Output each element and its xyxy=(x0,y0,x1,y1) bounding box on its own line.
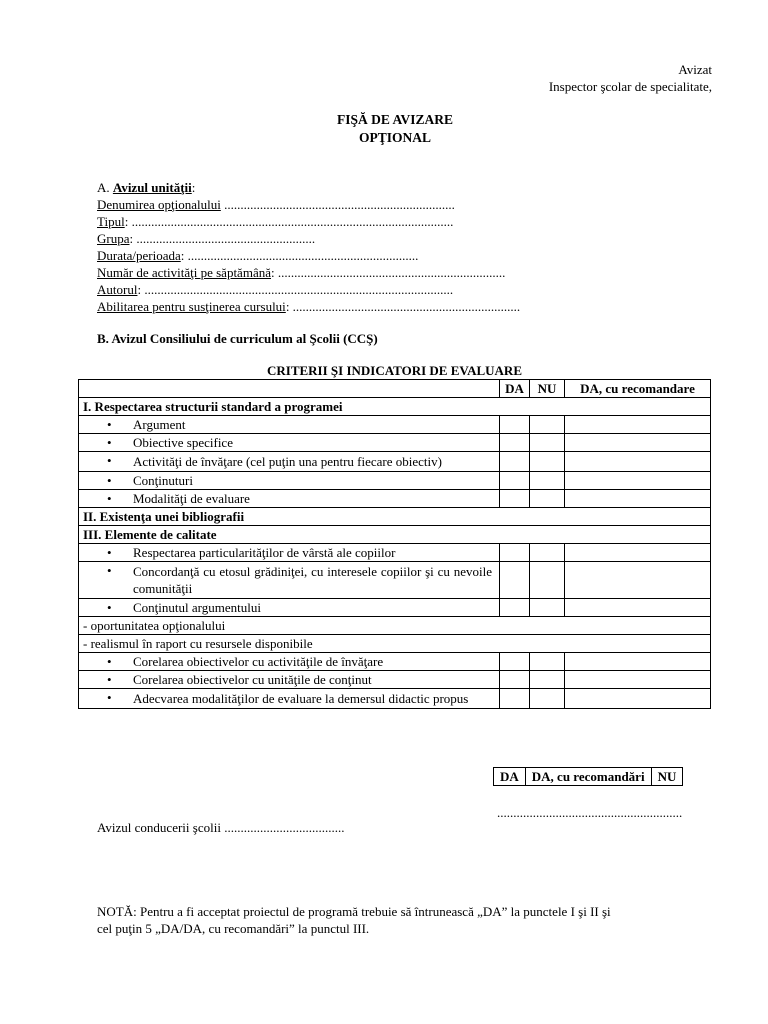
field-dots: : ................................................................................................... xyxy=(124,214,454,229)
cell-nu[interactable] xyxy=(530,472,565,490)
cell-nu[interactable] xyxy=(530,452,565,472)
note xyxy=(97,903,713,937)
title-line-1: FIŞĂ DE AVIZARE xyxy=(336,112,454,127)
note-line-2: cel puţin 5 „DA/DA, cu recomandări” la punctul III. xyxy=(97,921,370,936)
table-row xyxy=(79,490,711,508)
cell-da[interactable] xyxy=(500,490,530,508)
field-label: Autorul xyxy=(97,282,138,297)
bullet-icon: • xyxy=(107,491,112,506)
school-approval[interactable] xyxy=(97,819,344,836)
table-row xyxy=(79,653,711,671)
decision-da[interactable]: DA xyxy=(494,768,526,786)
bullet-icon: • xyxy=(107,690,112,705)
inspector-label: Inspector şcolar de specialitate, xyxy=(548,79,712,94)
cell-nu[interactable] xyxy=(530,671,565,689)
table-row xyxy=(79,452,711,472)
field-dots: : ...................................................................... xyxy=(270,265,506,280)
cell-da-recommend[interactable] xyxy=(565,544,711,562)
note-line-1: NOTĂ: Pentru a fi acceptat proiectul de programă trebuie să întrunească „DA” la punctele I şi II şi xyxy=(97,904,611,919)
cell-nu[interactable] xyxy=(530,434,565,452)
cell-nu[interactable] xyxy=(530,562,565,599)
cell-da[interactable] xyxy=(500,671,530,689)
decision-row xyxy=(494,768,683,786)
cell-da[interactable] xyxy=(500,472,530,490)
section-a-title: Avizul unităţii xyxy=(112,180,192,195)
cell-da[interactable] xyxy=(500,544,530,562)
approval-header xyxy=(549,61,712,95)
section-row xyxy=(79,508,711,526)
cell-da-recommend[interactable] xyxy=(565,452,711,472)
decision-nu[interactable]: NU xyxy=(651,768,683,786)
cell-da[interactable] xyxy=(500,452,530,472)
table-header-row xyxy=(79,380,711,398)
criterion-label: Activităţi de învăţare (cel puţin una pentru fiecare obiectiv) xyxy=(133,454,442,469)
field-label: Tipul xyxy=(97,214,125,229)
bullet-icon: • xyxy=(107,435,112,450)
cell-da[interactable] xyxy=(500,434,530,452)
bullet-icon: • xyxy=(107,654,112,669)
cell-da-recommend[interactable] xyxy=(565,472,711,490)
bullet-icon: • xyxy=(107,545,112,560)
title-line-2: OPŢIONAL xyxy=(358,130,431,145)
field-type[interactable] xyxy=(97,213,453,230)
field-label: Durata/perioada xyxy=(97,248,181,263)
school-approval-label: Avizul conducerii şcolii xyxy=(97,820,221,835)
school-approval-dots: ..................................... xyxy=(220,820,345,835)
cell-da-recommend[interactable] xyxy=(565,653,711,671)
cell-da-recommend[interactable] xyxy=(565,562,711,599)
criterion-label: Obiective specifice xyxy=(133,435,233,450)
cell-nu[interactable] xyxy=(530,653,565,671)
cell-da-recommend[interactable] xyxy=(565,490,711,508)
field-label: Denumirea opţionalului xyxy=(97,197,221,212)
field-activities-per-week[interactable] xyxy=(97,264,505,281)
bullet-icon: • xyxy=(107,672,112,687)
cell-nu[interactable] xyxy=(530,490,565,508)
section-2-title: II. Existenţa unei bibliografii xyxy=(79,508,711,526)
field-dots: : ...................................................................... xyxy=(285,299,521,314)
table-row xyxy=(79,562,711,599)
cell-da[interactable] xyxy=(500,689,530,709)
bullet-icon: • xyxy=(107,600,112,615)
cell-nu[interactable] xyxy=(530,599,565,617)
bullet-icon: • xyxy=(107,563,112,578)
field-optional-name[interactable] xyxy=(97,196,455,213)
criterion-label: Modalităţi de evaluare xyxy=(133,491,250,506)
table-row xyxy=(79,416,711,434)
decision-da-recommend[interactable]: DA, cu recomandări xyxy=(525,768,651,786)
field-label: Număr de activităţi pe săptămână xyxy=(97,265,271,280)
field-dots: : ....................................................... xyxy=(129,231,316,246)
approved-label: Avizat xyxy=(678,62,712,77)
criteria-title: CRITERII ŞI INDICATORI DE EVALUARE xyxy=(266,363,522,378)
table-row xyxy=(79,689,711,709)
section-row xyxy=(79,526,711,544)
field-duration[interactable] xyxy=(97,247,418,264)
cell-da-recommend[interactable] xyxy=(565,416,711,434)
section-b-heading: B. Avizul Consiliului de curriculum al Şcolii (CCŞ) xyxy=(97,331,378,346)
cell-da-recommend[interactable] xyxy=(565,599,711,617)
cell-nu[interactable] xyxy=(530,689,565,709)
field-label: Grupa xyxy=(97,231,130,246)
section-a-letter: A. xyxy=(97,180,110,195)
criterion-label: Concordanţă cu etosul grădiniţei, cu interesele copiilor şi cu nevoile comunităţii xyxy=(133,564,492,596)
cell-da[interactable] xyxy=(500,416,530,434)
document-title xyxy=(0,111,768,147)
criterion-label: Adecvarea modalităţilor de evaluare la demersul didactic propus xyxy=(133,691,469,706)
table-row xyxy=(79,635,711,653)
cell-da-recommend[interactable] xyxy=(565,671,711,689)
criterion-label: Corelarea obiectivelor cu unităţile de conţinut xyxy=(133,672,372,687)
cell-da[interactable] xyxy=(500,653,530,671)
table-row xyxy=(79,671,711,689)
field-dots: : ............................................................................................... xyxy=(137,282,454,297)
field-dots: : ....................................................................... xyxy=(180,248,419,263)
cell-da[interactable] xyxy=(500,599,530,617)
field-dots: ....................................................................... xyxy=(220,197,455,212)
table-row xyxy=(79,599,711,617)
column-header-nu: NU xyxy=(530,380,565,398)
section-row xyxy=(79,398,711,416)
signature-line[interactable]: ......................................................... xyxy=(497,805,683,820)
table-header-empty xyxy=(79,380,500,398)
field-group[interactable] xyxy=(97,230,315,247)
criterion-label: Conţinuturi xyxy=(133,473,193,488)
column-header-da: DA xyxy=(500,380,530,398)
criterion-label: Corelarea obiectivelor cu activităţile de învăţare xyxy=(133,654,384,669)
cell-da-recommend[interactable] xyxy=(565,434,711,452)
section-a-heading xyxy=(97,179,195,196)
bullet-icon: • xyxy=(107,453,112,468)
table-row xyxy=(79,617,711,635)
criteria-table xyxy=(78,379,711,709)
table-row xyxy=(79,434,711,452)
section-3-title: III. Elemente de calitate xyxy=(79,526,711,544)
field-qualification[interactable] xyxy=(97,298,520,315)
criterion-label: Argument xyxy=(133,417,186,432)
bullet-icon: • xyxy=(107,473,112,488)
bullet-icon: • xyxy=(107,417,112,432)
field-author[interactable] xyxy=(97,281,453,298)
cell-nu[interactable] xyxy=(530,416,565,434)
table-row xyxy=(79,544,711,562)
cell-da[interactable] xyxy=(500,562,530,599)
criterion-label: Conţinutul argumentului xyxy=(133,600,261,615)
sub-criterion: - oportunitatea opţionalului xyxy=(79,617,711,635)
cell-nu[interactable] xyxy=(530,544,565,562)
table-row xyxy=(79,472,711,490)
section-a-colon: : xyxy=(191,180,196,195)
sub-criterion: - realismul în raport cu resursele disponibile xyxy=(79,635,711,653)
criterion-label: Respectarea particularităţilor de vârstă ale copiilor xyxy=(133,545,396,560)
field-label: Abilitarea pentru susţinerea cursului xyxy=(97,299,286,314)
column-header-da-recommend: DA, cu recomandare xyxy=(565,380,711,398)
section-1-title: I. Respectarea structurii standard a programei xyxy=(79,398,711,416)
decision-table xyxy=(493,767,683,786)
cell-da-recommend[interactable] xyxy=(565,689,711,709)
